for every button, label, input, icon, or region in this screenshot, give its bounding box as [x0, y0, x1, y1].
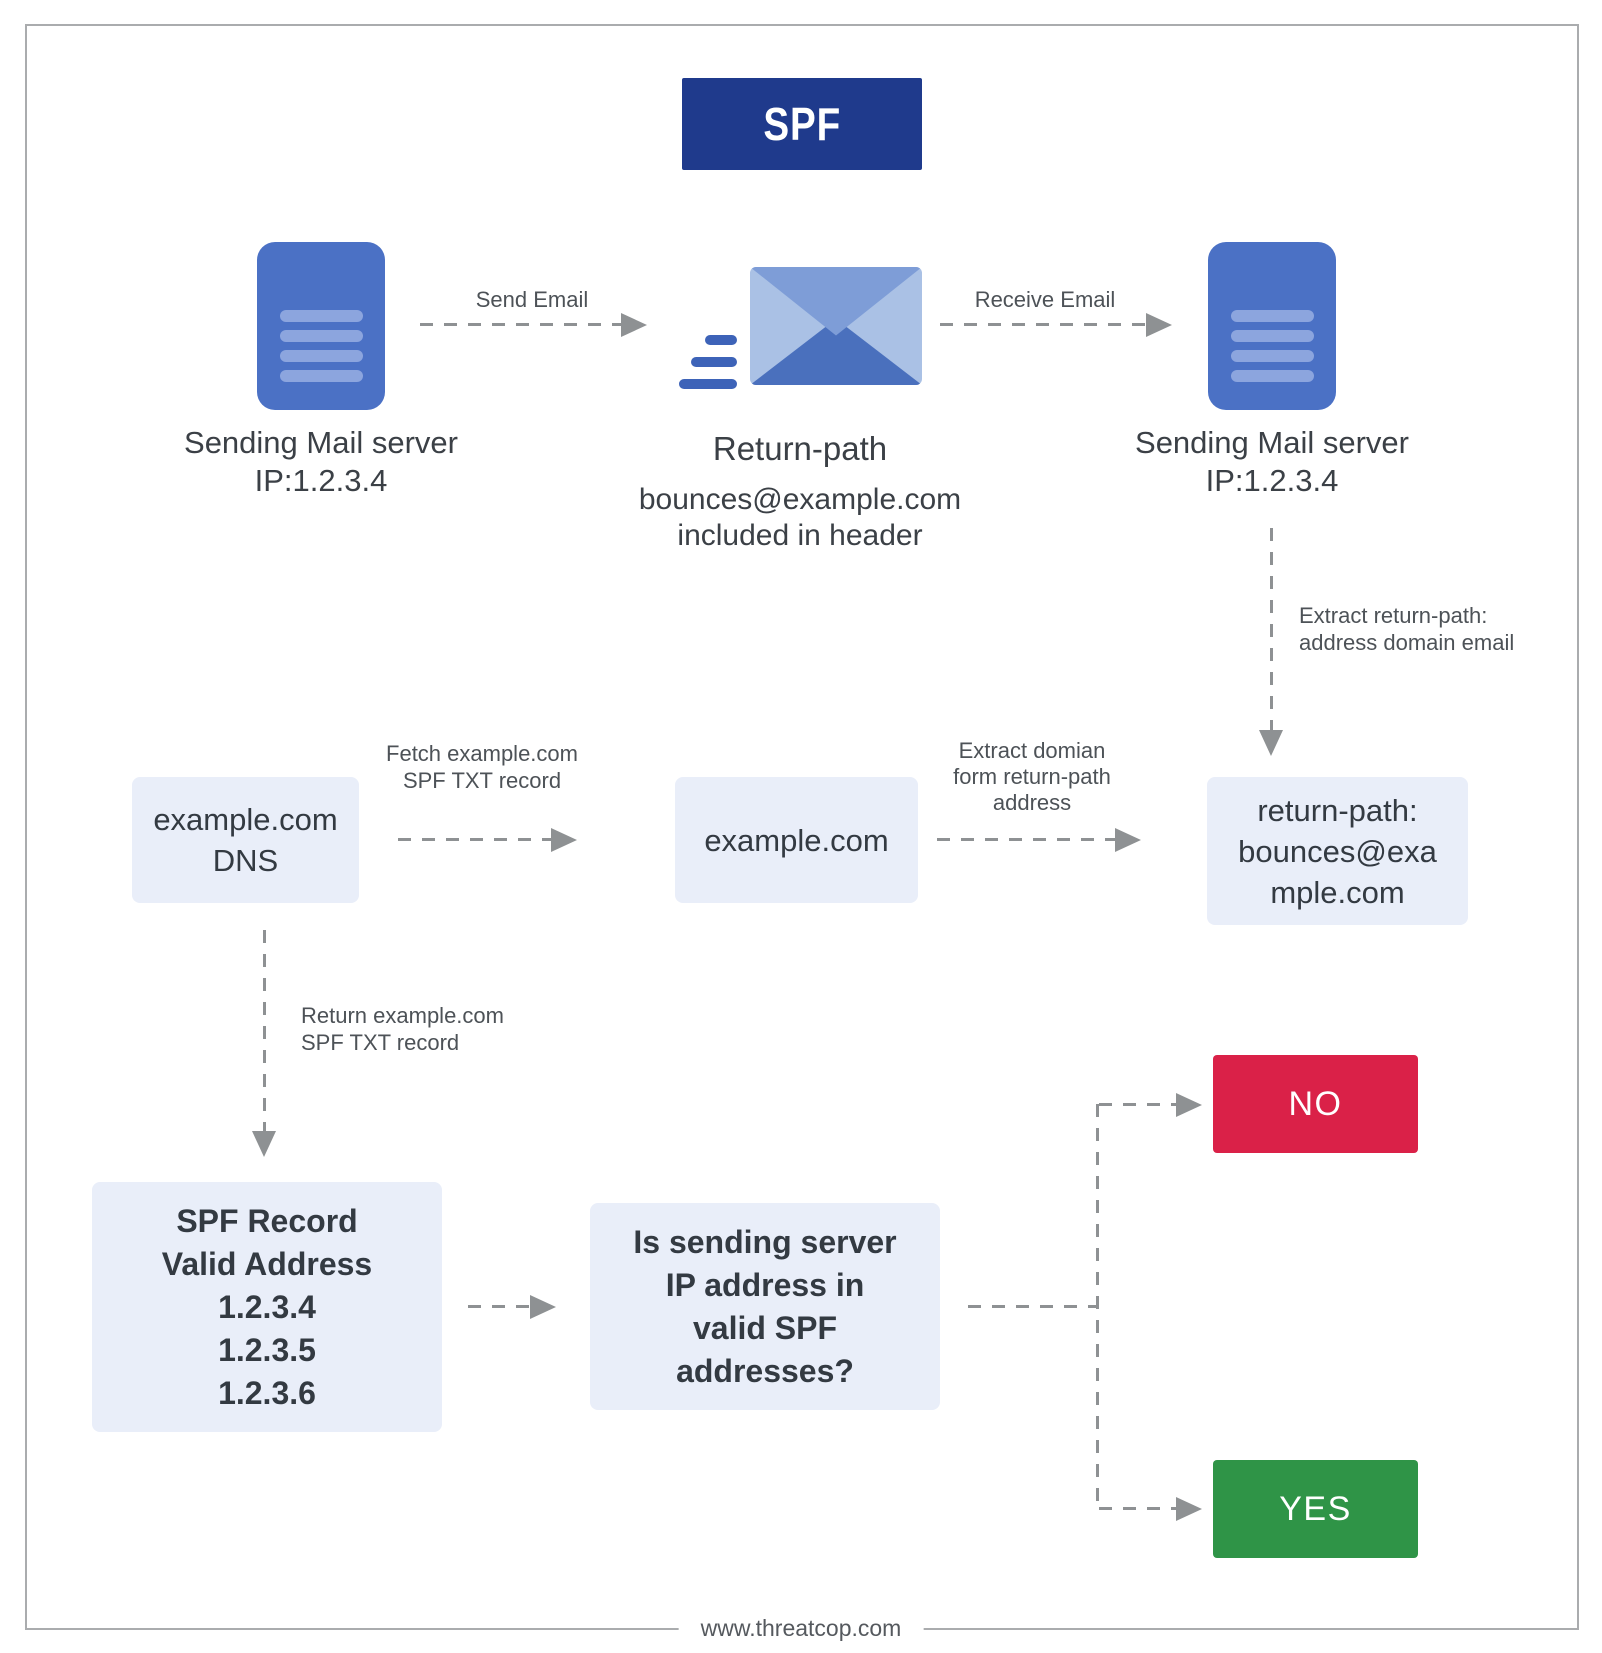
return-record-label-line2: SPF TXT record [301, 1030, 460, 1055]
question-line: addresses? [676, 1352, 854, 1389]
return-record-line [263, 930, 266, 1131]
yes-branch-arrowhead-icon [1176, 1497, 1202, 1521]
receiving-mail-server-icon [1208, 242, 1336, 410]
return-path-box-line2: bounces@exa [1238, 833, 1437, 869]
return-path-box [1207, 777, 1468, 925]
spf-to-question-arrowhead-icon [530, 1295, 556, 1319]
sender-caption-line1: Sending Mail server [184, 425, 458, 460]
no-branch-arrowhead-icon [1176, 1093, 1202, 1117]
receiver-caption [1072, 424, 1472, 500]
dns-box-line1: example.com [153, 802, 338, 837]
dns-box-line2: DNS [212, 843, 279, 878]
fetch-spf-label [352, 740, 612, 794]
server-line-icon [280, 310, 363, 322]
return-record-label [301, 1002, 504, 1056]
extract-return-path-label-line1: Extract return-path: [1299, 603, 1488, 628]
return-path-box-line1: return-path: [1257, 792, 1418, 828]
spf-to-question-line [468, 1305, 530, 1308]
spf-record-line: 1.2.3.4 [218, 1288, 316, 1325]
spf-record-line: 1.2.3.5 [218, 1331, 316, 1368]
yes-label: YES [1279, 1489, 1352, 1528]
server-line-icon [280, 370, 363, 382]
return-path-caption-line1: bounces@example.com [638, 483, 962, 516]
extract-return-path-line [1270, 528, 1273, 730]
send-email-line [420, 323, 622, 326]
extract-domain-label-line2: form return-path [953, 764, 1111, 789]
sender-caption [121, 424, 521, 500]
speed-line-icon [679, 379, 737, 389]
extract-domain-line [937, 838, 1115, 841]
send-email-arrowhead-icon [621, 313, 647, 337]
sending-mail-server-icon [257, 242, 385, 410]
fetch-spf-line [398, 838, 551, 841]
branch-vertical-line [1096, 1104, 1099, 1509]
return-path-caption-line2: included in header [677, 519, 923, 552]
extract-domain-label [912, 738, 1152, 816]
return-path-title: Return-path [712, 430, 888, 467]
page-title: SPF [763, 98, 841, 150]
server-line-icon [280, 330, 363, 342]
server-line-icon [1231, 330, 1314, 342]
question-line: IP address in [665, 1266, 865, 1303]
receive-email-arrowhead-icon [1146, 313, 1172, 337]
footer-url: www.threatcop.com [679, 1612, 924, 1644]
receive-email-line [940, 323, 1146, 326]
speed-line-icon [691, 357, 737, 367]
return-record-arrowhead-icon [252, 1131, 276, 1157]
no-label: NO [1288, 1084, 1343, 1123]
return-path-box-line3: mple.com [1270, 874, 1405, 910]
return-path-caption [600, 482, 1000, 554]
receiver-caption-line1: Sending Mail server [1135, 425, 1409, 460]
return-record-label-line1: Return example.com [301, 1003, 504, 1028]
yes-branch-line [1099, 1507, 1176, 1510]
server-line-icon [1231, 370, 1314, 382]
send-email-label: Send Email [475, 287, 589, 312]
yes-box [1213, 1460, 1418, 1558]
extract-domain-label-line3: address [992, 790, 1072, 815]
extract-return-path-arrowhead-icon [1259, 730, 1283, 756]
spf-record-line: SPF Record [176, 1202, 358, 1239]
no-branch-line [1099, 1103, 1176, 1106]
server-line-icon [1231, 310, 1314, 322]
question-to-junction-line [968, 1305, 1098, 1308]
no-box [1213, 1055, 1418, 1153]
question-box [590, 1203, 940, 1410]
title-banner [682, 78, 922, 170]
extract-domain-arrowhead-icon [1115, 828, 1141, 852]
fetch-spf-label-line1: Fetch example.com [386, 741, 578, 766]
receive-email-label: Receive Email [974, 287, 1116, 312]
email-envelope-icon [750, 267, 922, 385]
spf-record-box [92, 1182, 442, 1432]
extract-domain-label-line1: Extract domian [958, 738, 1106, 763]
sender-caption-line2: IP:1.2.3.4 [254, 463, 388, 498]
domain-box [675, 777, 918, 903]
extract-return-path-label-line2: address domain email [1299, 630, 1515, 655]
extract-return-path-label [1299, 602, 1514, 656]
domain-box-text: example.com [704, 822, 889, 858]
question-line: Is sending server [633, 1223, 897, 1260]
server-line-icon [1231, 350, 1314, 362]
server-line-icon [280, 350, 363, 362]
fetch-spf-label-line2: SPF TXT record [402, 768, 562, 793]
fetch-spf-arrowhead-icon [551, 828, 577, 852]
spf-record-line: 1.2.3.6 [218, 1374, 316, 1411]
dns-box [132, 777, 359, 903]
receiver-caption-line2: IP:1.2.3.4 [1205, 463, 1339, 498]
spf-record-line: Valid Address [161, 1245, 373, 1282]
question-line: valid SPF [692, 1309, 838, 1346]
speed-line-icon [705, 335, 737, 345]
